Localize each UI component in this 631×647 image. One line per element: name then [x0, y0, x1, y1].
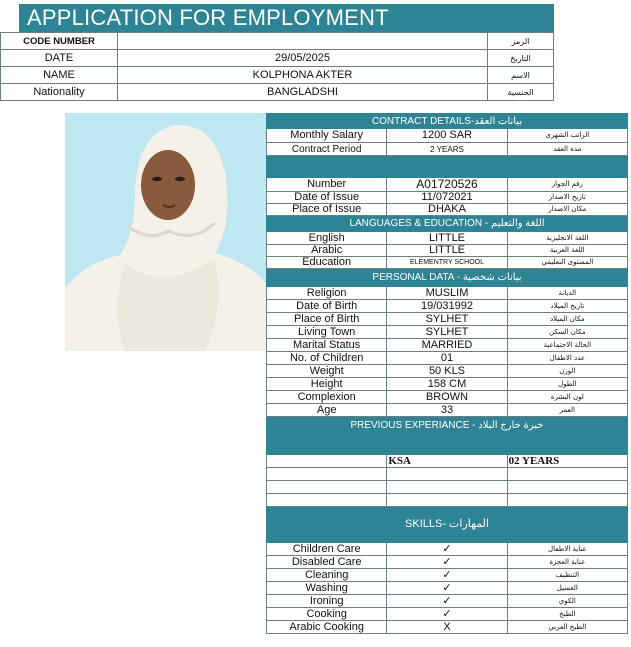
table-row	[267, 468, 628, 481]
weight-value: 50 KLS	[387, 365, 507, 378]
nationality-arabic: الجنسية	[488, 84, 554, 101]
experience-country: KSA	[387, 455, 507, 468]
table-row	[267, 621, 628, 634]
skill-value: ✓	[387, 595, 507, 608]
age-arabic: العمر	[507, 404, 627, 417]
table-row	[267, 326, 628, 339]
code-number-arabic: الرمز	[488, 33, 554, 50]
skill-value: ✓	[387, 543, 507, 556]
height-value: 158 CM	[387, 378, 507, 391]
education-value: ELEMENTRY SCHOOL	[387, 257, 507, 269]
issue-date-label: Date of Issue	[267, 192, 387, 204]
skill-value: ✓	[387, 582, 507, 595]
table-row	[267, 129, 628, 143]
skill-label: Ironing	[267, 595, 387, 608]
weight-label: Weight	[267, 365, 387, 378]
religion-arabic: الديانة	[507, 287, 627, 300]
dob-arabic: تاريخ الميلاد	[507, 300, 627, 313]
english-arabic: اللغة الانجليزية	[507, 232, 627, 245]
personal-heading: PERSONAL DATA - بيانات شخصية	[267, 269, 628, 287]
table-row	[267, 481, 628, 494]
section-header	[267, 269, 628, 287]
religion-value: MUSLIM	[387, 287, 507, 300]
salary-arabic: الراتب الشهري	[507, 129, 627, 143]
contract-period-label: Contract Period	[267, 143, 387, 156]
table-row	[267, 543, 628, 556]
issue-date-value: 11/072021	[387, 192, 507, 204]
table-row	[1, 84, 554, 101]
table-row	[267, 494, 628, 507]
issue-place-value: DHAKA	[387, 204, 507, 216]
issue-place-label: Place of Issue	[267, 204, 387, 216]
table-row	[267, 143, 628, 156]
nationality-value: BANGLADSHI	[118, 84, 488, 101]
passport-number-value: A01720526	[387, 178, 507, 192]
table-row	[267, 192, 628, 204]
section-header	[267, 417, 628, 455]
passport-number-label: Number	[267, 178, 387, 192]
table-row	[267, 582, 628, 595]
dob-value: 19/031992	[387, 300, 507, 313]
section-header	[267, 216, 628, 232]
table-row	[267, 404, 628, 417]
name-label: NAME	[1, 67, 118, 84]
table-row	[1, 50, 554, 67]
skill-value: ✓	[387, 608, 507, 621]
experience-heading: PREVIOUS EXPERIANCE - خبرة خارج البلاد	[267, 417, 628, 455]
arabic-value: LITTLE	[387, 245, 507, 257]
skill-label: Washing	[267, 582, 387, 595]
pob-label: Place of Birth	[267, 313, 387, 326]
photo-illustration	[65, 113, 266, 351]
code-number-value	[118, 33, 488, 50]
living-town-label: Living Town	[267, 326, 387, 339]
marital-arabic: الحالة الاجتماعية	[507, 339, 627, 352]
languages-heading: LANGUAGES & EDUCATION - اللغة والتعليم	[267, 216, 628, 232]
issue-place-arabic: مكان الاصدار	[507, 204, 627, 216]
applicant-photo	[65, 113, 266, 351]
complexion-arabic: لون البشرة	[507, 391, 627, 404]
complexion-label: Complexion	[267, 391, 387, 404]
age-label: Age	[267, 404, 387, 417]
code-number-label: CODE NUMBER	[1, 33, 118, 50]
issue-date-arabic: تاريخ الاصدار	[507, 192, 627, 204]
arabic-label: Arabic	[267, 245, 387, 257]
height-arabic: الطول	[507, 378, 627, 391]
skill-arabic: الطبخ العربي	[507, 621, 627, 634]
section-header	[267, 507, 628, 543]
table-row	[267, 232, 628, 245]
skill-arabic: عناية الاطفال	[507, 543, 627, 556]
education-arabic: المستوى التعليمي	[507, 257, 627, 269]
dob-label: Date of Birth	[267, 300, 387, 313]
contract-period-value: 2 YEARS	[387, 143, 507, 156]
table-row	[267, 608, 628, 621]
skill-value: ✓	[387, 569, 507, 582]
table-row	[267, 365, 628, 378]
contract-period-arabic: مدة العقد	[507, 143, 627, 156]
passport-number-arabic: رقم الجواز	[507, 178, 627, 192]
skill-value: X	[387, 621, 507, 634]
english-label: English	[267, 232, 387, 245]
living-town-value: SYLHET	[387, 326, 507, 339]
table-row	[267, 287, 628, 300]
table-row	[267, 245, 628, 257]
date-label: DATE	[1, 50, 118, 67]
table-row	[1, 67, 554, 84]
skill-arabic: التنظيف	[507, 569, 627, 582]
date-arabic: التاريخ	[488, 50, 554, 67]
living-town-arabic: مكان السكن	[507, 326, 627, 339]
children-label: No. of Children	[267, 352, 387, 365]
english-value: LITTLE	[387, 232, 507, 245]
religion-label: Religion	[267, 287, 387, 300]
title-banner	[19, 4, 554, 32]
age-value: 33	[387, 404, 507, 417]
skills-heading: SKILLS- المهارات	[267, 507, 628, 543]
table-row	[267, 257, 628, 269]
complexion-value: BROWN	[387, 391, 507, 404]
marital-value: MARRIED	[387, 339, 507, 352]
experience-duration: 02 YEARS	[507, 455, 627, 468]
name-value: KOLPHONA AKTER	[118, 67, 488, 84]
table-row	[267, 595, 628, 608]
experience-label	[267, 455, 387, 468]
table-row	[1, 33, 554, 50]
skill-label: Arabic Cooking	[267, 621, 387, 634]
skill-value: ✓	[387, 556, 507, 569]
section-band	[267, 156, 628, 178]
skill-label: Cleaning	[267, 569, 387, 582]
contract-heading: CONTRACT DETAILS-بيانات العقد	[267, 114, 628, 129]
table-row	[267, 178, 628, 192]
height-label: Height	[267, 378, 387, 391]
weight-arabic: الوزن	[507, 365, 627, 378]
section-header	[267, 114, 628, 129]
skill-label: Cooking	[267, 608, 387, 621]
children-arabic: عدد الاطفال	[507, 352, 627, 365]
skill-arabic: الغسيل	[507, 582, 627, 595]
header-table	[0, 32, 554, 101]
name-arabic: الاسم	[488, 67, 554, 84]
salary-value: 1200 SAR	[387, 129, 507, 143]
table-row	[267, 391, 628, 404]
arabic-arabic: اللغة العربية	[507, 245, 627, 257]
pob-arabic: مكان الميلاد	[507, 313, 627, 326]
table-row	[267, 556, 628, 569]
table-row	[267, 313, 628, 326]
skill-arabic: الكوي	[507, 595, 627, 608]
skill-label: Disabled Care	[267, 556, 387, 569]
salary-label: Monthly Salary	[267, 129, 387, 143]
table-row	[267, 455, 628, 468]
marital-label: Marital Status	[267, 339, 387, 352]
page-title: APPLICATION FOR EMPLOYMENT	[27, 5, 389, 30]
skill-arabic: الطبخ	[507, 608, 627, 621]
skill-label: Children Care	[267, 543, 387, 556]
table-row	[267, 339, 628, 352]
table-row	[267, 352, 628, 365]
table-row	[267, 300, 628, 313]
skill-arabic: عناية العجزة	[507, 556, 627, 569]
children-value: 01	[387, 352, 507, 365]
details-table	[266, 113, 628, 634]
date-value: 29/05/2025	[118, 50, 488, 67]
nationality-label: Nationality	[1, 84, 118, 101]
table-row	[267, 378, 628, 391]
table-row	[267, 204, 628, 216]
education-label: Education	[267, 257, 387, 269]
table-row	[267, 569, 628, 582]
pob-value: SYLHET	[387, 313, 507, 326]
